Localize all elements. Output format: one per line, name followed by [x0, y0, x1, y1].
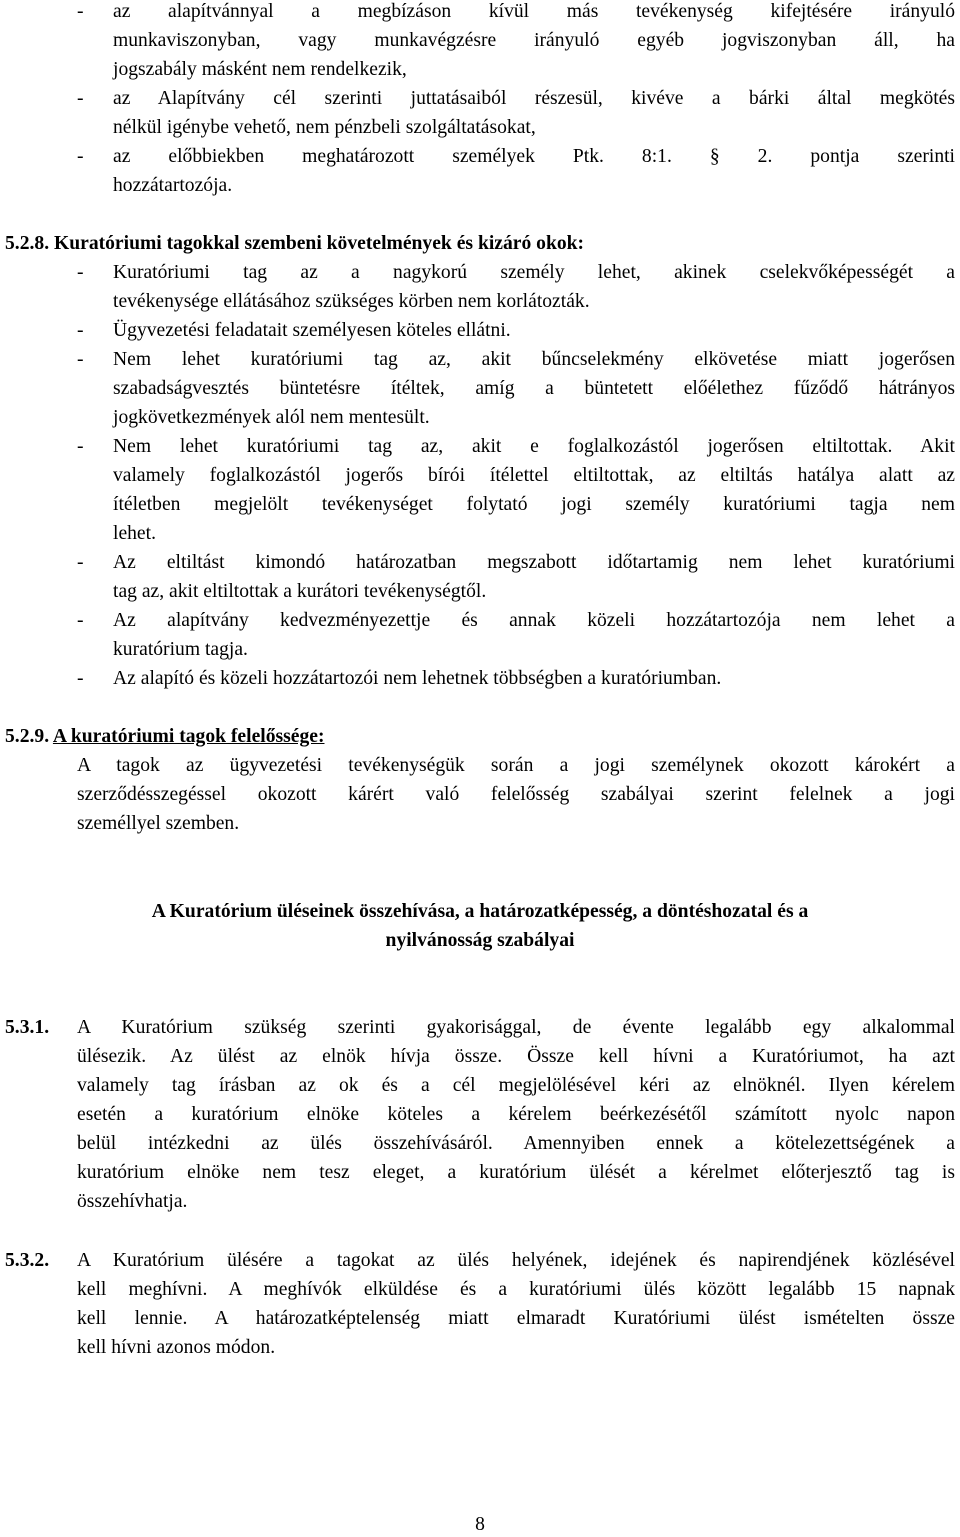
- list-item-line: szabadságvesztés büntetésre ítéltek, amíg a büntetett előélethez fűződő hátrányos: [113, 378, 955, 399]
- paragraph-line: kell meghívni. A meghívók elküldése és a kuratóriumi ülés között legalább 15 napnak: [77, 1279, 955, 1300]
- list-item-line: az Alapítvány cél szerinti juttatásaiból részesül, kivéve a bárki által megkötés: [113, 88, 955, 109]
- list-item-line: tevékenysége ellátásához szükséges körben nem korlátozták.: [113, 291, 590, 312]
- list-dash: -: [77, 610, 84, 631]
- list-item-line: Nem lehet kuratóriumi tag az, akit e foglalkozástól jogerősen eltiltottak. Akit: [113, 436, 955, 457]
- list-item-line: tag az, akit eltiltottak a kurátori tevékenységtől.: [113, 581, 487, 602]
- list-item-line: lehet.: [113, 523, 156, 544]
- list-dash: -: [77, 349, 84, 370]
- list-item-line: Az eltiltást kimondó határozatban megszabott időtartamig nem lehet kuratóriumi: [113, 552, 955, 573]
- list-item-line: ítéletben megjelölt tevékenységet folytató jogi személy kuratóriumi tagja nem: [113, 494, 955, 515]
- paragraph-line: kell lennie. A határozatképtelenség miatt elmaradt Kuratóriumi ülést ismételten össze: [77, 1308, 955, 1329]
- paragraph-line: összehívhatja.: [77, 1191, 188, 1212]
- list-item-line: Az alapítvány kedvezményezettje és annak közeli hozzátartozója nem lehet a: [113, 610, 955, 631]
- list-item-line: jogkövetkezmények alól nem mentesült.: [113, 407, 430, 428]
- list-item-line: munkaviszonyban, vagy munkavégzésre irányuló egyéb jogviszonyban áll, ha: [113, 30, 955, 51]
- paragraph-line: esetén a kuratórium elnöke köteles a kérelem beérkezésétől számított nyolc napon: [77, 1104, 955, 1125]
- section-heading: 5.2.8. Kuratóriumi tagokkal szembeni követelmények és kizáró okok:: [5, 233, 585, 254]
- paragraph-line: szerződésszegéssel okozott kárért való felelősség szabályai szerint felelnek a jogi: [77, 784, 955, 805]
- section-number: 5.3.1.: [5, 1017, 50, 1038]
- list-item-line: kuratórium tagja.: [113, 639, 248, 660]
- list-item-line: Az alapító és közeli hozzátartozói nem lehetnek többségben a kuratóriumban.: [113, 668, 722, 689]
- list-dash: -: [77, 668, 84, 689]
- list-dash: -: [77, 262, 84, 283]
- section-title: A kuratóriumi tagok felelőssége:: [52, 726, 325, 747]
- paragraph-line: belül intézkedni az ülés összehívásáról. Amennyiben ennek a kötelezettségének a: [77, 1133, 955, 1154]
- page-number: 8: [475, 1514, 485, 1535]
- paragraph-line: valamely tag írásban az ok és a cél megjelölésével kéri az elnöknél. Ilyen kérelem: [77, 1075, 955, 1096]
- paragraph-line: kuratórium elnöke nem tesz eleget, a kuratórium ülését a kérelmet előterjesztő tag is: [77, 1162, 955, 1183]
- chapter-heading-line: A Kuratórium üléseinek összehívása, a határozatképesség, a döntéshozatal és a: [151, 901, 809, 922]
- section-heading: [5, 725, 324, 749]
- list-item-line: nélkül igénybe vehető, nem pénzbeli szolgáltatásokat,: [113, 117, 536, 138]
- list-item-line: hozzátartozója.: [113, 175, 233, 196]
- list-item-line: Kuratóriumi tag az a nagykorú személy lehet, akinek cselekvőképességét a: [113, 262, 955, 283]
- section-number: 5.2.9.: [5, 726, 50, 747]
- list-item-line: Ügyvezetési feladatait személyesen köteles ellátni.: [113, 320, 511, 341]
- list-dash: -: [77, 436, 84, 457]
- list-dash: -: [77, 320, 84, 341]
- list-dash: -: [77, 552, 84, 573]
- list-item-line: az előbbiekben meghatározott személyek Ptk. 8:1. § 2. pontja szerinti: [113, 146, 955, 167]
- list-item-line: az alapítvánnyal a megbízáson kívül más tevékenység kifejtésére irányuló: [113, 1, 955, 22]
- list-dash: -: [77, 1, 84, 22]
- paragraph-line: ülésezik. Az ülést az elnök hívja össze. Össze kell hívni a Kuratóriumot, ha azt: [77, 1046, 955, 1067]
- list-item-line: valamely foglalkozástól jogerős bírói ítélettel eltiltottak, az eltiltás hatálya alatt az: [113, 465, 955, 486]
- paragraph-line: kell hívni azonos módon.: [77, 1337, 276, 1358]
- paragraph-line: személlyel szemben.: [77, 813, 240, 834]
- chapter-heading-line: nyilvánosság szabályai: [385, 930, 575, 951]
- list-dash: -: [77, 146, 84, 167]
- paragraph-line: A tagok az ügyvezetési tevékenységük során a jogi személynek okozott károkért a: [77, 755, 955, 776]
- section-number: 5.3.2.: [5, 1250, 50, 1271]
- list-item-line: jogszabály másként nem rendelkezik,: [113, 59, 407, 80]
- list-item-line: Nem lehet kuratóriumi tag az, akit bűncselekmény elkövetése miatt jogerősen: [113, 349, 955, 370]
- paragraph-line: A Kuratórium szükség szerinti gyakorisággal, de évente legalább egy alkalommal: [77, 1017, 955, 1038]
- paragraph-line: A Kuratórium ülésére a tagokat az ülés helyének, idejének és napirendjének közlésével: [77, 1250, 955, 1271]
- list-dash: -: [77, 88, 84, 109]
